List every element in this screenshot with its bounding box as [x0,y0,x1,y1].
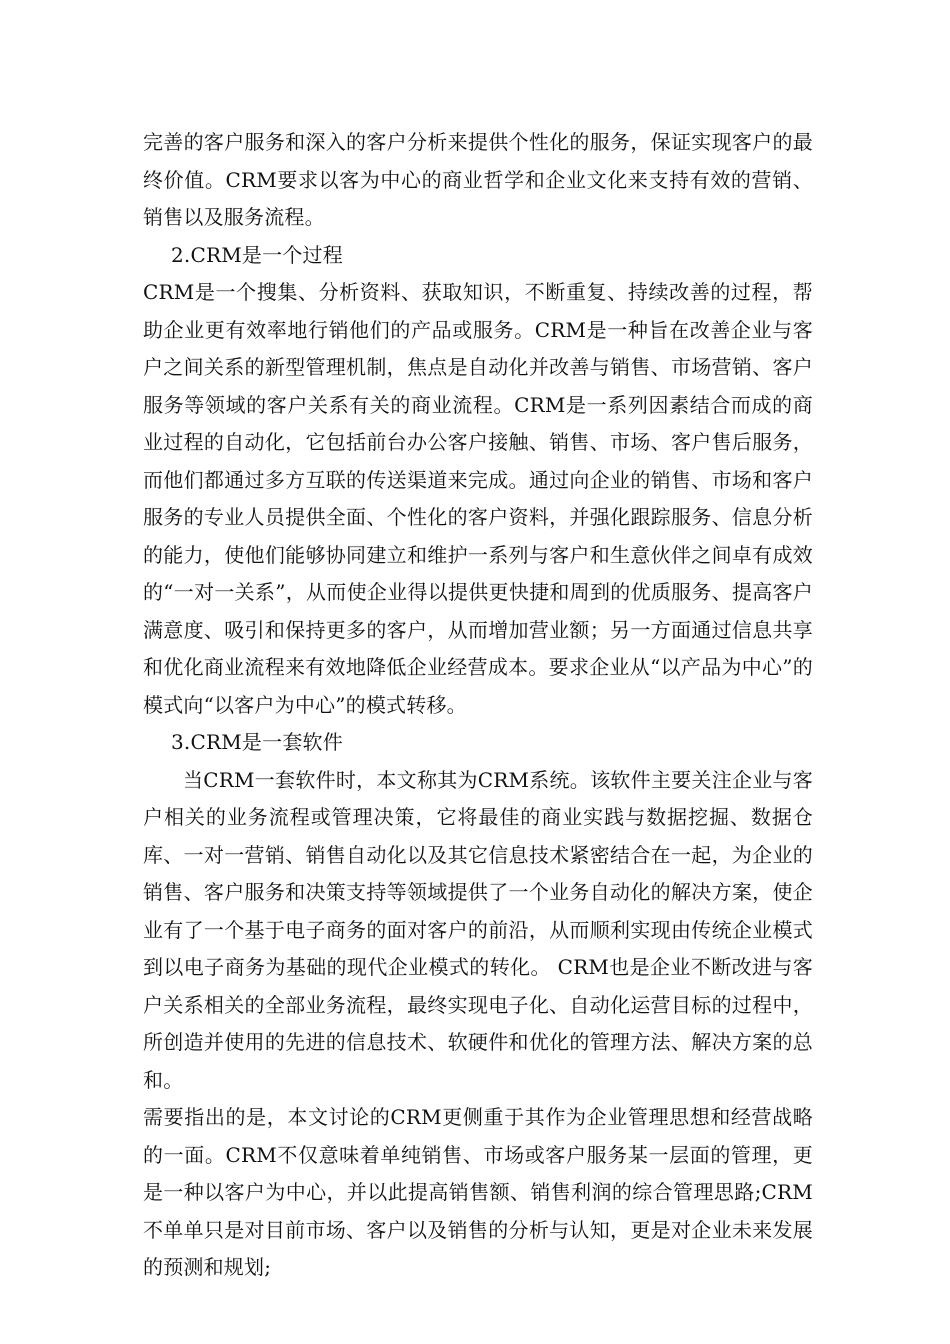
paragraph-crm-management-focus: 需要指出的是，本文讨论的CRM更侧重于其作为企业管理思想和经营战略的一面。CRM不仅意味着单纯销售、市场或客户服务某一层面的管理，更是一种以客户为中心，并以此提高销售额、销售利润的综合管理思路;CRM不单单只是对目前市场、客户以及销售的分析与认知，更是对企业未来发展的预测和规划; [143,1105,813,1279]
section-heading-crm-process: 2.CRM是一个过程 [171,242,343,267]
section-heading-crm-software: 3.CRM是一套软件 [171,730,343,754]
paragraph-crm-software: 当CRM一套软件时，本文称其为CRM系统。该软件主要关注企业与客户相关的业务流程或管理决策，它将最佳的商业实践与数据挖掘、数据仓库、一对一营销、销售自动化以及其它信息技术紧密结合在一起，为企业的销售、客户服务和决策支持等领域提供了一个业务自动化的解决方案，使企业有了一个基于电子商务的面对客户的前沿，从而顺利实现由传统企业模式到以电子商务为基础的现代企业模式的转化。 CRM也是企业不断改进与客户关系相关的全部业务流程，最终实现电子化、自动化运营目标的过程中，所创造并使用的先进的信息技术、软硬件和优化的管理方法、解决方案的总和。 [143,767,813,1092]
paragraph-crm-customer-value: 完善的客户服务和深入的客户分析来提供个性化的服务，保证实现客户的最终价值。CRM要求以客为中心的商业哲学和企业文化来支持有效的营销、销售以及服务流程。 [143,130,813,229]
document-body [143,124,813,1287]
paragraph-crm-process: CRM是一个搜集、分析资料、获取知识，不断重复、持续改善的过程，帮助企业更有效率地行销他们的产品或服务。CRM是一种旨在改善企业与客户之间关系的新型管理机制，焦点是自动化并改善与销售、市场营销、客户服务等领域的客户关系有关的商业流程。CRM是一系列因素结合而成的商业过程的自动化，它包括前台办公客户接触、销售、市场、客户售后服务，而他们都通过多方互联的传送渠道来完成。通过向企业的销售、市场和客户服务的专业人员提供全面、个性化的客户资料，并强化跟踪服务、信息分析的能力，使他们能够协同建立和维护一系列与客户和生意伙伴之间卓有成效的“一对一关系”，从而使企业得以提供更快捷和周到的优质服务、提高客户满意度、吸引和保持更多的客户，从而增加营业额；另一方面通过信息共享和优化商业流程来有效地降低企业经营成本。要求企业从“以产品为中心”的模式向“以客户为中心”的模式转移。 [143,280,813,717]
